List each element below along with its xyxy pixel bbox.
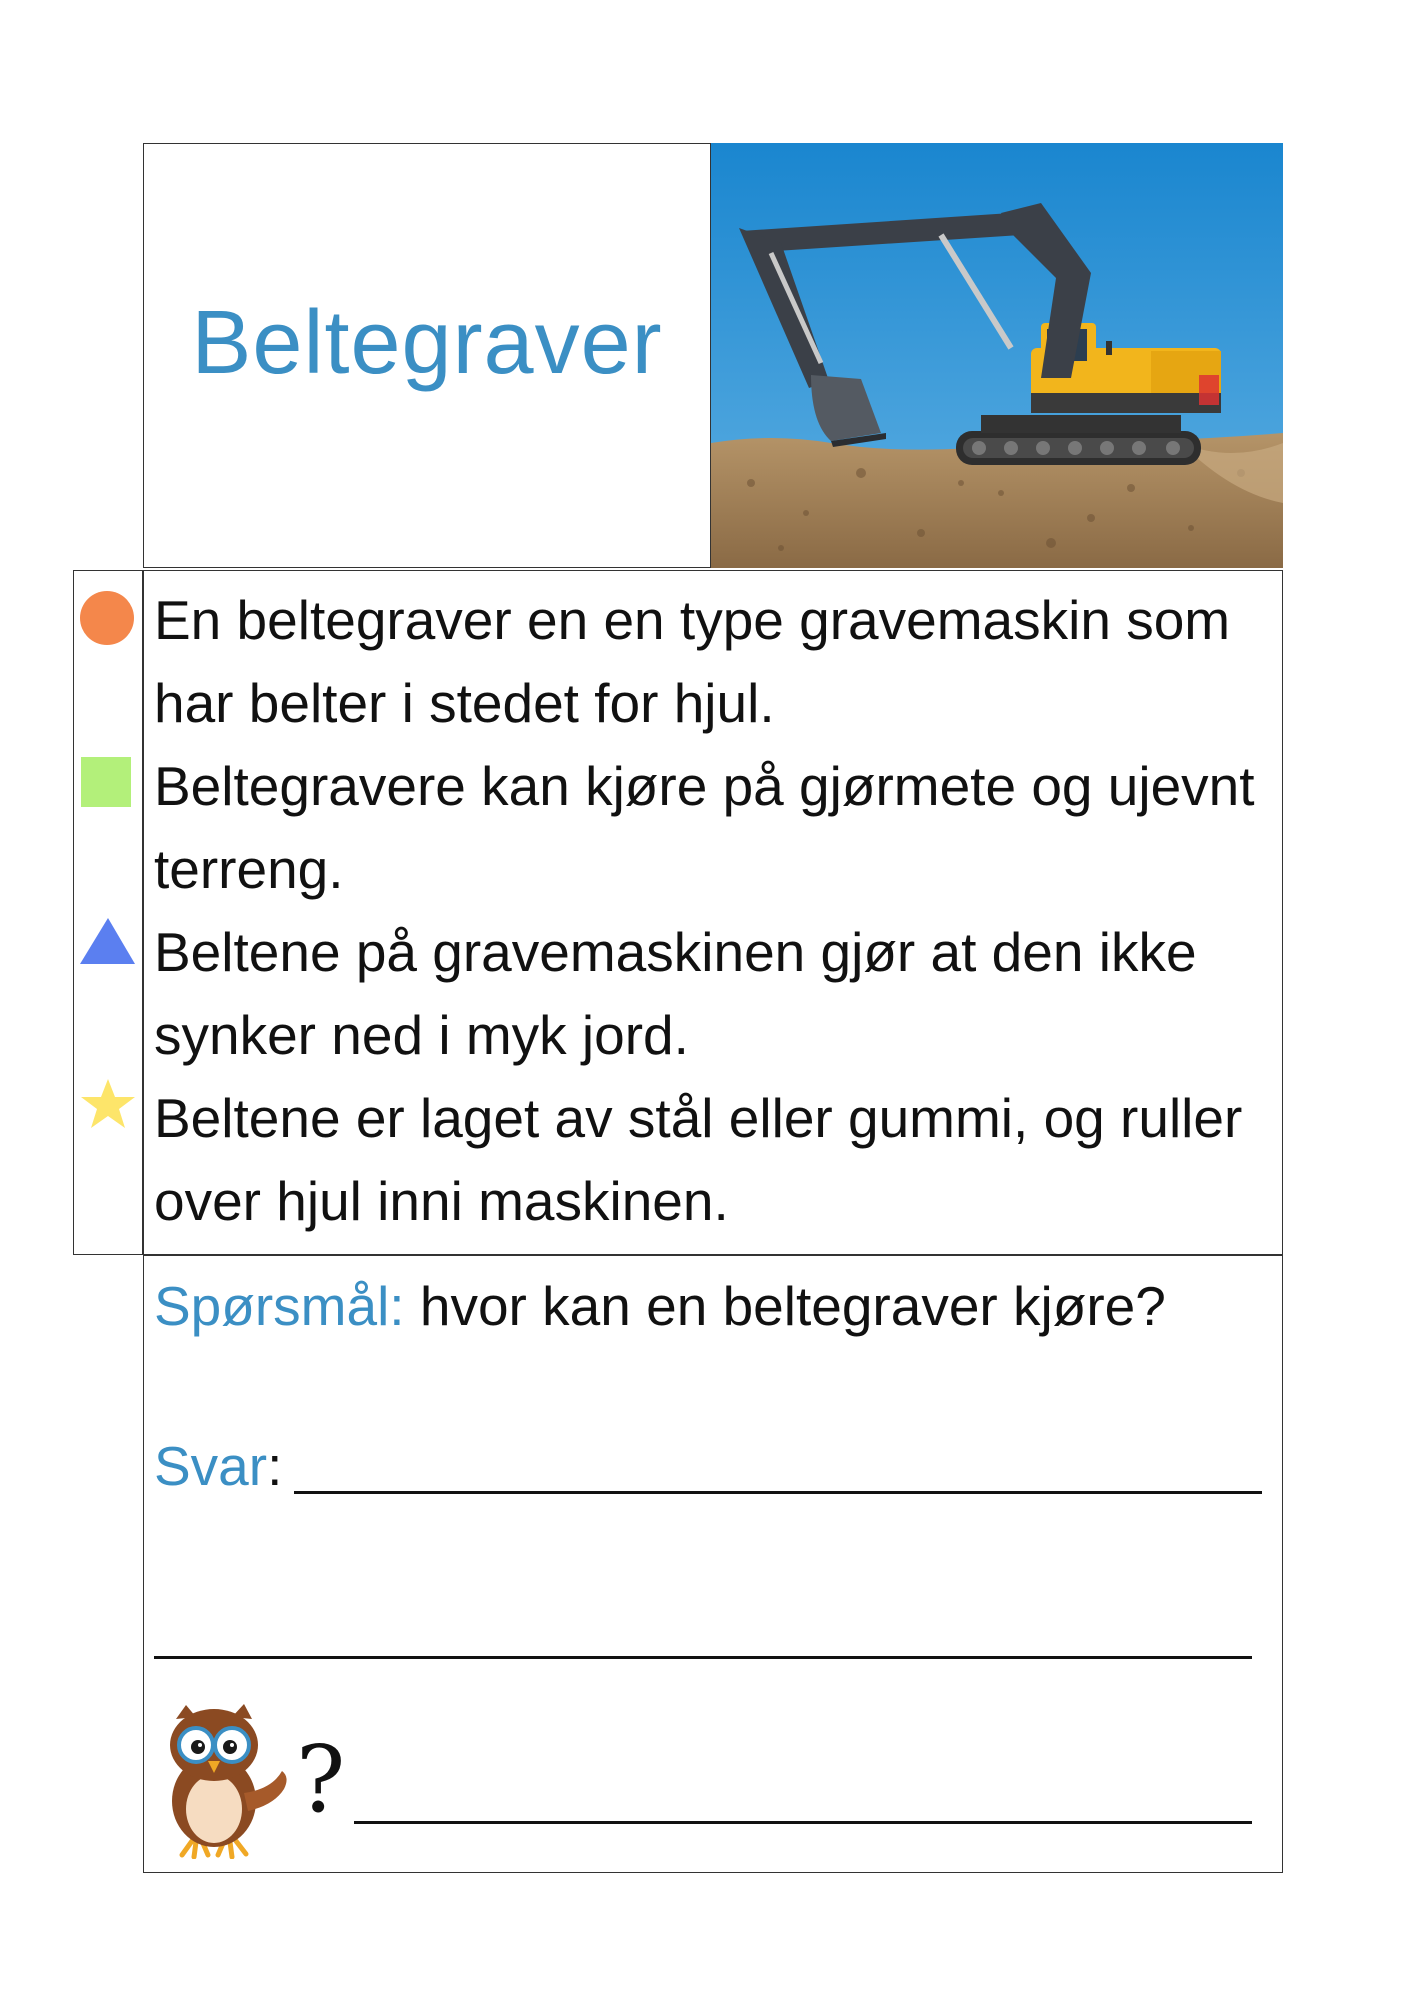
answer-row bbox=[154, 1434, 282, 1498]
question-label: Spørsmål: bbox=[154, 1275, 405, 1337]
answer-line-2[interactable] bbox=[154, 1656, 1252, 1659]
excavator-photo bbox=[711, 143, 1283, 568]
facts-box bbox=[143, 570, 1283, 1255]
owl-question-mark: ? bbox=[296, 1726, 346, 1833]
question-answer-box bbox=[143, 1255, 1283, 1873]
fact-item: Beltegravere kan kjøre på gjørmete og ujevnt terreng. bbox=[154, 755, 1255, 900]
facts-list bbox=[154, 579, 1264, 1243]
owl-icon bbox=[162, 1701, 294, 1859]
blue-triangle-icon bbox=[80, 918, 135, 964]
answer-colon: : bbox=[267, 1435, 283, 1497]
fact-item: En beltegraver en en type gravemaskin som har belter i stedet for hjul. bbox=[154, 589, 1231, 734]
page-title: Beltegraver bbox=[191, 293, 663, 393]
title-cell bbox=[143, 143, 711, 568]
fact-item: Beltene på gravemaskinen gjør at den ikke synker ned i myk jord. bbox=[154, 921, 1197, 1066]
fact-item: Beltene er laget av stål eller gummi, og ruller over hjul inni maskinen. bbox=[154, 1087, 1243, 1232]
answer-line-1[interactable] bbox=[294, 1491, 1262, 1494]
green-square-icon bbox=[81, 757, 131, 807]
question bbox=[154, 1274, 1166, 1338]
answer-line-3[interactable] bbox=[354, 1821, 1252, 1824]
yellow-star-icon bbox=[81, 1079, 135, 1128]
answer-label: Svar bbox=[154, 1435, 268, 1497]
question-text: hvor kan en beltegraver kjøre? bbox=[404, 1275, 1166, 1337]
legend-column bbox=[73, 570, 143, 1255]
orange-circle-icon bbox=[80, 591, 134, 645]
